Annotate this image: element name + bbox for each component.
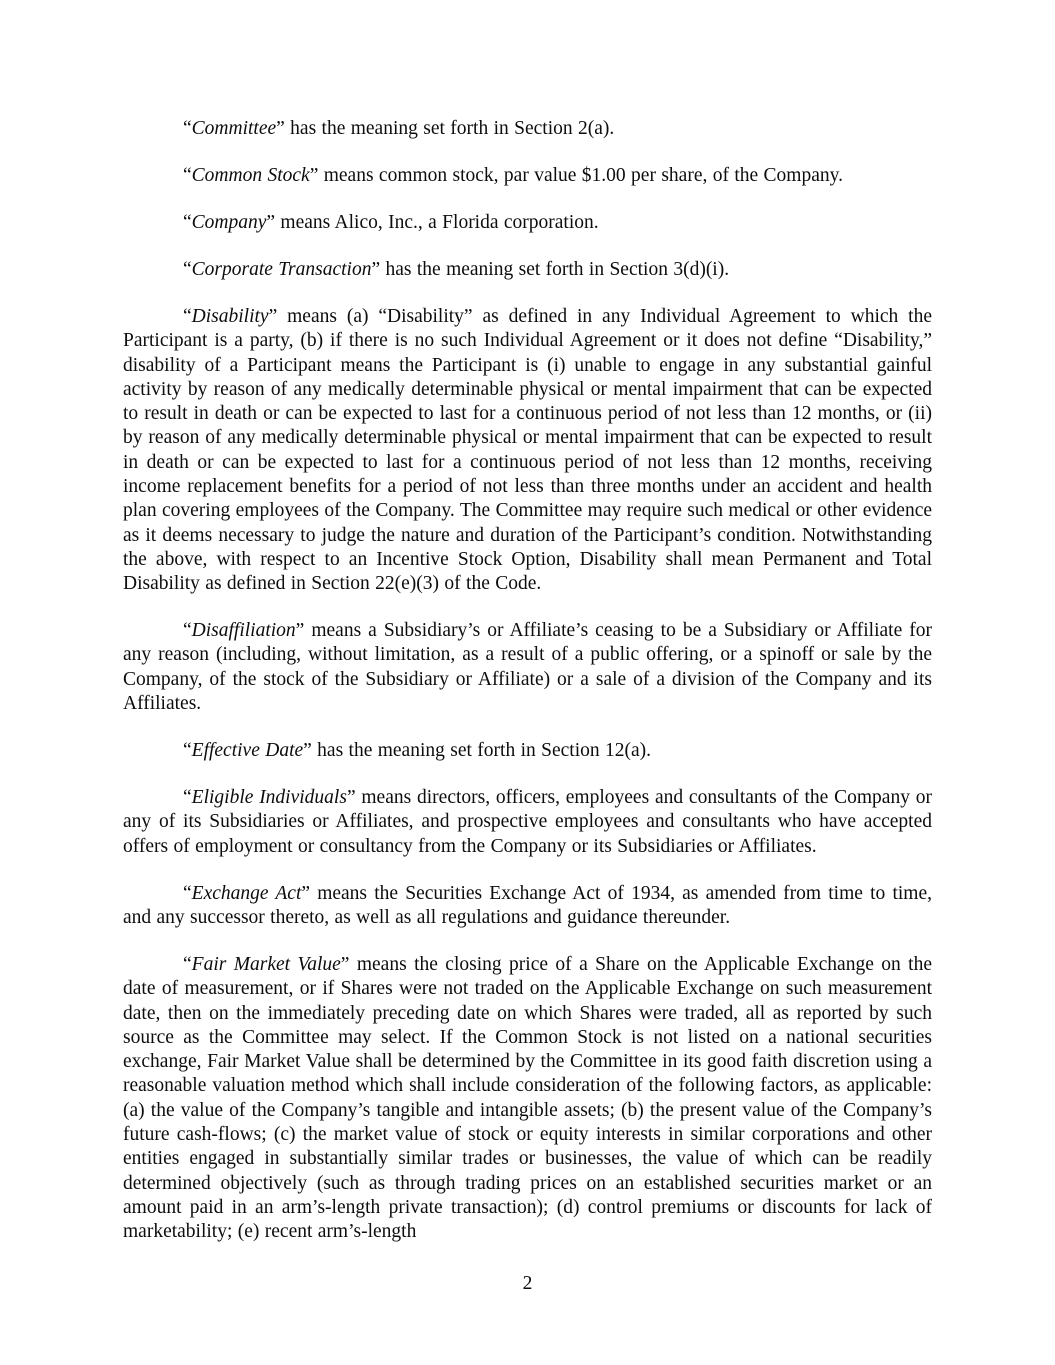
defined-term: Fair Market Value xyxy=(191,953,341,975)
defined-term: Eligible Individuals xyxy=(191,787,347,809)
open-quote: “ xyxy=(183,953,192,975)
open-quote: “ xyxy=(183,211,192,233)
definition-paragraph-disability xyxy=(123,305,932,597)
open-quote: “ xyxy=(183,258,192,280)
open-quote: “ xyxy=(183,787,192,809)
definition-text: ” means directors, officers, employees and consultants of the Company or any of its Subsidiaries or Affiliates, and prospective employees and consultants who have accepted offers of employment or consultancy from the Company or its Subsidiaries or Affiliates. xyxy=(123,787,932,857)
definition-text: ” has the meaning set forth in Section 3(d)(i). xyxy=(371,258,730,280)
definition-paragraph-corporate-transaction xyxy=(123,258,932,282)
definition-text: ” means the closing price of a Share on the Applicable Exchange on the date of measurement, or if Shares were not traded on the Applicable Exchange on such measurement date, then on the immediately preceding date on which Shares were traded, all as reported by such source as the Committee may select. If the Common Stock is not listed on a national securities exchange, Fair Market Value shall be determined by the Committee in its good faith discretion using a reasonable valuation method which shall include consideration of the following factors, as applicable: (a) the value of the Company’s tangible and intangible assets; (b) the present value of the Company’s future cash-flows; (c) the market value of stock or equity interests in similar corporations and other entities engaged in substantially similar trades or businesses, the value of which can be readily determined objectively (such as through trading prices on an established securities market or an amount paid in an arm’s-length private transaction); (d) control premiums or discounts for lack of marketability; (e) recent arm’s-length xyxy=(123,953,932,1243)
definition-text: ” means common stock, par value $1.00 per share, of the Company. xyxy=(309,164,843,186)
definition-text: ” has the meaning set forth in Section 12(a). xyxy=(303,740,651,762)
defined-term: Effective Date xyxy=(191,740,304,762)
defined-term: Corporate Transaction xyxy=(191,258,372,280)
definition-paragraph-company xyxy=(123,211,932,235)
defined-term: Disaffiliation xyxy=(191,620,296,642)
open-quote: “ xyxy=(183,164,192,186)
defined-term: Company xyxy=(191,211,267,233)
definition-paragraph-effective-date xyxy=(123,739,932,763)
open-quote: “ xyxy=(183,620,192,642)
defined-term: Disability xyxy=(191,305,269,327)
defined-term: Common Stock xyxy=(191,164,310,186)
definition-text: ” means Alico, Inc., a Florida corporation. xyxy=(266,211,599,233)
definition-text: ” means a Subsidiary’s or Affiliate’s ceasing to be a Subsidiary or Affiliate for any reason (including, without limitation, as a result of a public offering, or a spinoff or sale by the Company, of the stock of the Subsidiary or Affiliate) or a sale of a division of the Company and its Affiliates. xyxy=(123,620,932,715)
definition-paragraph-exchange-act xyxy=(123,882,932,931)
definition-paragraph-common-stock xyxy=(123,164,932,188)
definition-text: ” means the Securities Exchange Act of 1934, as amended from time to time, and any successor thereto, as well as all regulations and guidance thereunder. xyxy=(123,882,932,928)
definition-text: ” means (a) “Disability” as defined in any Individual Agreement to which the Participant is a party, (b) if there is no such Individual Agreement or it does not define “Disability,” disability of a Participant means the Participant is (i) unable to engage in any substantial gainful activity by reason of any medically determinable physical or mental impairment that can be expected to result in death or can be expected to last for a continuous period of not less than 12 months, or (ii) by reason of any medically determinable physical or mental impairment that can be expected to result in death or can be expected to last for a continuous period of not less than 12 months, receiving income replacement benefits for a period of not less than three months under an accident and health plan covering employees of the Company. The Committee may require such medical or other evidence as it deems necessary to judge the nature and duration of the Participant’s condition. Notwithstanding the above, with respect to an Incentive Stock Option, Disability shall mean Permanent and Total Disability as defined in Section 22(e)(3) of the Code. xyxy=(123,305,932,595)
definition-paragraph-fair-market-value xyxy=(123,953,932,1245)
text-content xyxy=(123,117,932,1244)
definition-paragraph-disaffiliation xyxy=(123,619,932,716)
definition-text: ” has the meaning set forth in Section 2(a). xyxy=(276,118,615,139)
open-quote: “ xyxy=(183,305,192,327)
page-number: 2 xyxy=(522,1273,533,1294)
open-quote: “ xyxy=(183,118,192,139)
open-quote: “ xyxy=(183,740,192,762)
definition-paragraph-eligible-individuals xyxy=(123,786,932,859)
open-quote: “ xyxy=(183,882,192,904)
defined-term: Committee xyxy=(191,118,277,139)
definition-paragraph-committee xyxy=(123,117,932,141)
defined-term: Exchange Act xyxy=(191,882,302,904)
